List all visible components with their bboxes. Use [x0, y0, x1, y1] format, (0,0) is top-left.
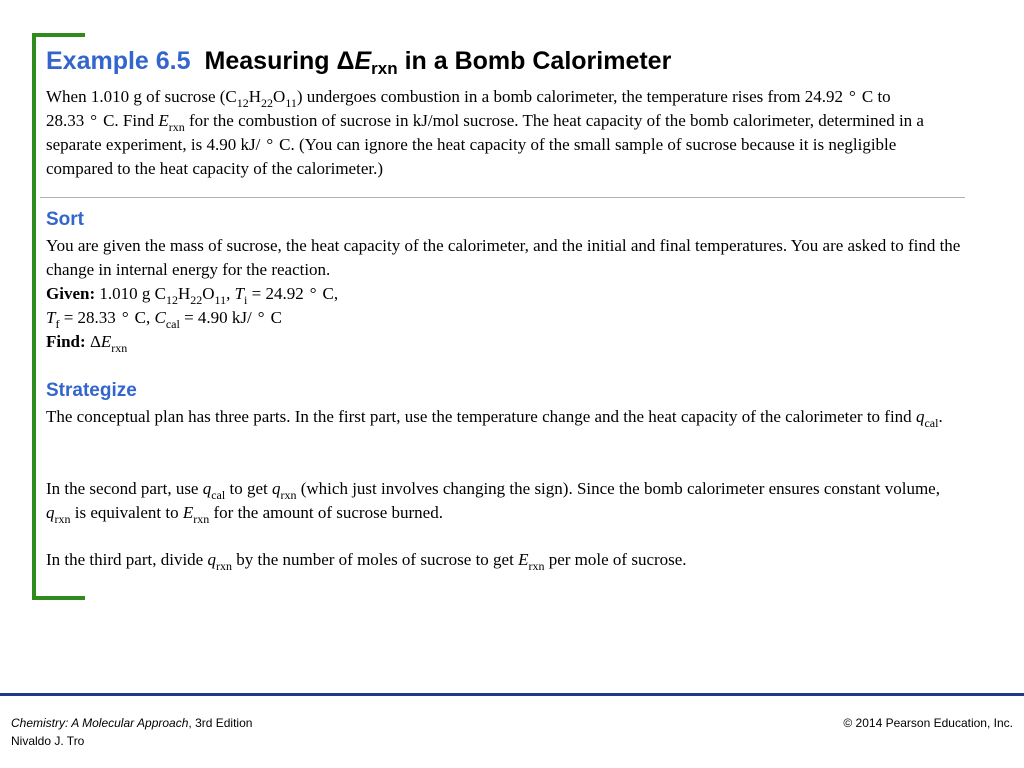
sort-body: You are given the mass of sucrose, the heat capacity of the calorimeter, and the initial and final temperatures. You are asked to find the change in internal energy for the reaction.: [46, 236, 961, 279]
q-symbol: q: [207, 550, 216, 569]
q-symbol: q: [46, 503, 55, 522]
degree-symbol: °: [257, 308, 265, 327]
subscript: rxn: [528, 559, 545, 574]
q-symbol: q: [202, 479, 212, 498]
subscript: rxn: [111, 341, 128, 356]
strategy-text: In the second part, use: [46, 479, 203, 498]
q-symbol: q: [271, 479, 281, 498]
footer-copyright: © 2014 Pearson Education, Inc.: [843, 716, 1013, 730]
subscript: 11: [285, 96, 297, 111]
subscript: rxn: [54, 512, 71, 527]
given-text: H: [177, 284, 191, 303]
title-text-after: in a Bomb Calorimeter: [397, 47, 672, 75]
delta-symbol: Δ: [85, 332, 101, 351]
strategy-text: for the amount of sucrose burned.: [209, 503, 443, 522]
e-symbol: E: [182, 503, 194, 522]
given-text: = 28.33: [59, 308, 116, 327]
title-text-before: Measuring: [204, 47, 337, 75]
subscript: 22: [190, 293, 203, 308]
c-symbol: C: [154, 308, 166, 327]
strategize-paragraph-2: [46, 477, 966, 525]
subscript: 22: [261, 96, 274, 111]
given-label: Given:: [46, 284, 96, 303]
footer-citation: [11, 714, 252, 750]
e-symbol: E: [100, 332, 112, 351]
subscript: cal: [211, 488, 226, 503]
t-symbol: T: [234, 284, 245, 303]
degree-symbol: °: [266, 135, 274, 154]
degree-symbol: °: [121, 308, 129, 327]
intro-text: O: [273, 87, 286, 106]
find-label: Find:: [46, 332, 86, 351]
e-symbol: E: [158, 111, 169, 130]
subscript: f: [55, 317, 60, 332]
degree-symbol: °: [90, 111, 98, 130]
strategize-paragraph-1: [46, 405, 966, 429]
q-symbol: q: [915, 407, 925, 426]
given-line-2: [46, 306, 966, 330]
find-line: [46, 330, 966, 354]
subscript: rxn: [215, 559, 232, 574]
intro-text: C. Find: [103, 111, 159, 130]
title-e-symbol: E: [354, 47, 372, 75]
strategy-text: to get: [225, 479, 272, 498]
t-symbol: T: [46, 308, 56, 327]
book-title: Chemistry: A Molecular Approach: [11, 716, 189, 730]
subscript: rxn: [280, 488, 297, 503]
strategy-text: by the number of moles of sucrose to get: [231, 550, 519, 569]
given-text: = 4.90 kJ/: [179, 308, 252, 327]
intro-text: ) undergoes combustion in a bomb calorimeter, the temperature rises from 24.92: [296, 87, 844, 106]
subscript: cal: [924, 416, 939, 431]
given-text: C,: [322, 284, 339, 303]
footer-rule: [0, 693, 1024, 696]
strategy-text: per mole of sucrose.: [544, 550, 687, 569]
intro-text: When 1.010 g of sucrose (C: [46, 87, 237, 106]
sort-heading: Sort: [46, 209, 84, 230]
book-edition: , 3rd Edition: [188, 716, 253, 730]
given-text: = 24.92: [247, 284, 304, 303]
given-text: O: [202, 284, 215, 303]
intro-text: C. (You can ignore the heat capacity of the small sample of sucrose because it is negligible compared to the heat capacity of the calorimeter.): [46, 135, 897, 178]
strategy-text: .: [938, 407, 943, 426]
degree-symbol: °: [849, 87, 856, 106]
subscript: i: [244, 293, 248, 308]
subscript: rxn: [193, 512, 210, 527]
degree-symbol: °: [309, 284, 317, 303]
slide-title: [46, 44, 671, 81]
subscript: cal: [165, 317, 180, 332]
subscript: 12: [165, 293, 178, 308]
title-subscript: rxn: [371, 59, 398, 78]
problem-statement: [46, 85, 966, 181]
subscript: rxn: [168, 120, 185, 135]
given-text: C: [270, 308, 282, 327]
subscript: 12: [236, 96, 249, 111]
strategy-text: (which just involves changing the sign). Since the bomb calorimeter ensures constant volume,: [296, 479, 940, 498]
intro-text: C to 28.33: [46, 87, 891, 130]
strategize-paragraph-3: [46, 548, 966, 572]
e-symbol: E: [518, 550, 529, 569]
strategy-text: is equivalent to: [70, 503, 183, 522]
given-text: C,: [134, 308, 155, 327]
book-author: Nivaldo J. Tro: [11, 734, 85, 748]
given-text: ,: [226, 284, 235, 303]
strategy-text: In the third part, divide: [46, 550, 208, 569]
title-delta-symbol: Δ: [336, 47, 355, 75]
intro-text: H: [248, 87, 262, 106]
given-line: [46, 282, 966, 306]
intro-text: for the combustion of sucrose in kJ/mol sucrose. The heat capacity of the bomb calorimeter, determined in a separate experiment, is 4.90 kJ/: [46, 111, 924, 154]
given-text: 1.010 g C: [95, 284, 166, 303]
section-divider: [40, 197, 965, 198]
strategy-text: The conceptual plan has three parts. In the first part, use the temperature change and the heat capacity of the calorimeter to find: [46, 407, 916, 426]
strategize-heading: Strategize: [46, 380, 137, 401]
example-number: Example 6.5: [46, 47, 191, 75]
subscript: 11: [214, 293, 227, 308]
